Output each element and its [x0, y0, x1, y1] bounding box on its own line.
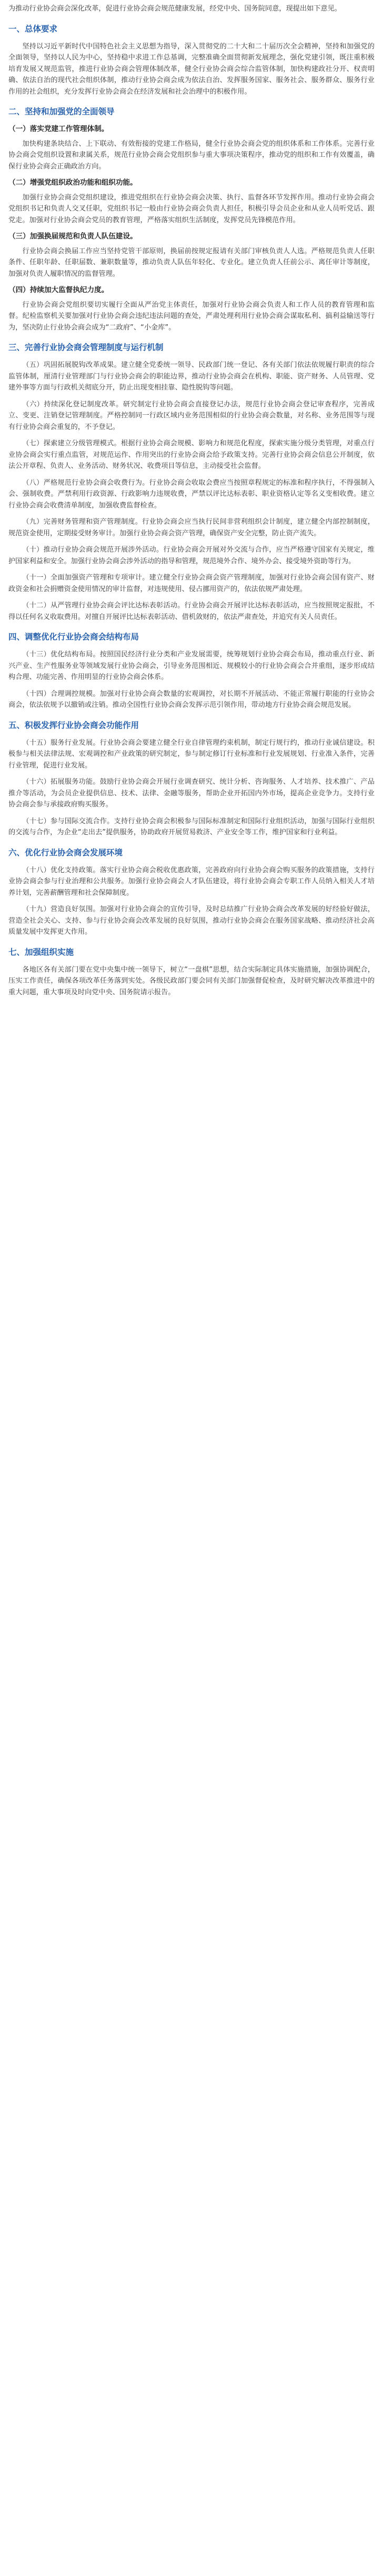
- paragraph: （十七）参与国际交流合作。支持行业协会商会积极参与国际标准制定和国际行业组织活动，加强与国际行业组织的交流与合作，为企业“走出去”提供服务，协助政府开展贸易救济、产业安全等工作，维护国家和行业利益。: [8, 817, 375, 836]
- paragraph: 坚持以习近平新时代中国特色社会主义思想为指导，深入贯彻党的二十大和二十届历次全会精神，坚持和加强党的全面领导，坚持以人民为中心，坚持稳中求进工作总基调，完整准确全面贯彻新发展理念，强化党建引领，既注重积极培育发展又规范监管，推进行业协会商会管理体制改革，健全行业协会商会综合监管体制，加快构建政社分开、权责明确、依法自治的现代社会组织体制，推动行业协会商会成为依法自治、发挥服务国家、服务社会、服务群众、服务行业作用的社会组织，充分发挥行业协会商会在经济发展和社会治理中的积极作用。: [8, 42, 375, 96]
- paragraph: 行业协会商会换届工作应当坚持党管干部原则，换届前按规定报请有关部门审核负责人人选。严格规范负责人任职条件、任职年龄、任职届数、兼职数量等，推动负责人队伍年轻化、专业化。建立负责人任前公示、离任审计等制度，加强对负责人履职情况的监督管理。: [8, 247, 375, 278]
- paragraph: （十二）从严管理行业协会商会评比达标表彰活动。行业协会商会开展评比达标表彰活动，应当按照规定报批，不得以任何名义收取费用。对擅自开展评比达标表彰活动、借机敛财的，依法严肃查处，并追究有关人员责任。: [8, 602, 375, 621]
- paragraph: （十四）合理调控规模。加强对行业协会商会数量的宏观调控，对长期不开展活动、不能正常履行职能的行业协会商会，依法依规予以撤销或注销。推动全国性行业协会商会发挥示范引领作用，带动地方行业协会商会规范发展。: [8, 690, 375, 709]
- section-title-7: 七、加强组织实施: [8, 947, 74, 957]
- paragraph: 行业协会商会党组织要切实履行全面从严治党主体责任，加强对行业协会商会负责人和工作人员的教育管理和监督。纪检监察机关要加强对行业协会商会违纪违法问题的查处，严肃处理利用行业协会商会谋取私利、搞利益输送等行为，坚决防止行业协会商会成为“二政府”、“小金库”。: [8, 301, 375, 332]
- subheading: （三）加强换届规范和负责人队伍建设。: [8, 232, 137, 241]
- paragraph: （十六）拓展服务功能。鼓励行业协会商会开展行业调查研究、统计分析、咨询服务、人才培养、技术推广、产品推介等活动，为会员企业提供信息、技术、法律、金融等服务，帮助企业开拓国内外市场，提高企业竞争力。支持行业协会商会参与承接政府购买服务。: [8, 778, 375, 808]
- paragraph: （十九）营造良好氛围。加强对行业协会商会的宣传引导，及时总结推广行业协会商会改革发展的好经验好做法，营造全社会关心、支持、参与行业协会商会改革发展的良好氛围，推动行业协会商会在服务国家战略、推动经济社会高质量发展中发挥更大作用。: [8, 905, 375, 936]
- paragraph: 加强行业协会商会党组织建设，推进党组织在行业协会商会决策、执行、监督各环节发挥作用。推动行业协会商会党组织书记和负责人交叉任职，党组织书记一般由行业协会商会负责人担任，积极引导会员企业和从业人员听党话、跟党走。加强对行业协会商会党员的教育管理，严格落实组织生活制度，发挥党员先锋模范作用。: [8, 193, 375, 224]
- paragraph: （十八）优化支持政策。落实行业协会商会税收优惠政策，完善政府向行业协会商会购买服务的政策措施，支持行业协会商会参与行业治理和公共服务。加强行业协会商会人才队伍建设，将行业协会商会专职工作人员纳入相关人才培养计划，完善薪酬管理和社会保障制度。: [8, 866, 375, 897]
- paragraph: （五）巩固拓展脱钩改革成果。建立健全党委统一领导、民政部门统一登记、各有关部门依法依规履行职责的综合监管体制，厘清行业管理部门与行业协会商会的职能边界，推动行业协会商会在机构、职能、资产财务、人员管理、党建外事等方面与行政机关彻底分开，防止出现变相挂靠、隐性脱钩等问题。: [8, 361, 375, 392]
- paragraph: 加快构建条块结合、上下联动、有效衔接的党建工作格局，健全行业协会商会党的组织体系和工作体系。完善行业协会商会党组织设置和隶属关系，规范行业协会商会党组织参与重大事项决策程序，推动党的组织和工作有效覆盖，确保行业协会商会正确政治方向。: [8, 139, 375, 171]
- paragraph: （十五）服务行业发展。行业协会商会要建立健全行业自律管理约束机制，制定行规行约，推动行业诚信建设。积极参与相关法律法规、宏观调控和产业政策的研究制定，参与制定修订行业标准和行业发展规划、行业准入条件，完善行业管理，促进行业发展。: [8, 738, 375, 770]
- paragraph: （十）推动行业协会商会规范开展涉外活动。行业协会商会开展对外交流与合作，应当严格遵守国家有关规定，维护国家利益和安全。加强行业协会商会涉外活动的指导和管理，规范境外合作、境外办会、接受境外资助等行为。: [8, 546, 375, 565]
- intro-paragraph: 为推动行业协会商会深化改革，促进行业协会商会规范健康发展，经党中央、国务院同意，现提出如下意见。: [8, 5, 341, 13]
- paragraph: （十三）优化结构布局。按照国民经济行业分类和产业发展需要，统筹规划行业协会商会布局，推动重点行业、新兴产业、生产性服务业等领域发展行业协会商会，引导业务范围相近、规模较小的行业协会商会合并重组，逐步形成结构合理、功能完善、作用明显的行业协会商会体系。: [8, 651, 375, 681]
- section-title-4: 四、调整优化行业协会商会结构布局: [8, 632, 139, 642]
- subheading: （一）落实党建工作管理体制。: [8, 125, 109, 133]
- section-title-5: 五、积极发挥行业协会商会功能作用: [8, 720, 139, 730]
- paragraph: （八）严格规范行业协会商会收费行为。行业协会商会收取会费应当按照章程规定的标准和程序执行，不得强制入会、强制收费。严禁利用行政资源、行政影响力违规收费，严禁以评比达标表彰、职业资格认定等名义变相收费。建立行业协会商会收费清单制度，加强收费监督检查。: [8, 478, 375, 510]
- section-title-2: 二、坚持和加强党的全面领导: [8, 107, 115, 116]
- section-title-3: 三、完善行业协会商会管理制度与运行机制: [8, 343, 164, 352]
- paragraph: （九）完善财务管理和资产管理制度。行业协会商会应当执行民间非营利组织会计制度，建立健全内部控制制度，规范资金使用，定期接受财务审计。加强行业协会商会资产管理，确保资产安全完整，防止资产流失。: [8, 518, 375, 537]
- paragraph: （十一）全面加强资产管理和专项审计。建立健全行业协会商会资产管理制度，加强对行业协会商会国有资产、财政资金和社会捐赠资金使用情况的审计监督，对违规使用、侵占挪用资产的，依法依规严肃处理。: [8, 574, 375, 593]
- subheading: （二）增强党组织政治功能和组织功能。: [8, 178, 137, 187]
- section-title-6: 六、优化行业协会商会发展环境: [8, 847, 123, 857]
- document-body: [0, 0, 383, 1010]
- paragraph: （七）探索建立分级管理模式。根据行业协会商会规模、影响力和规范化程度，探索实施分级分类管理，对重点行业协会商会实行重点监管，对规范运作、作用突出的行业协会商会给予政策支持。完善行业协会商会信息公开制度，依法公开章程、负责人、业务活动、财务状况、收费项目等信息，主动接受社会监督。: [8, 440, 375, 470]
- paragraph: （六）持续深化登记制度改革。研究制定行业协会商会直接登记办法，规范行业协会商会登记审查程序，完善成立、变更、注销登记管理制度。严格控制同一行政区域内业务范围相似的行业协会商会数量，对名称、业务范围等与现有行业协会商会重复的，不予登记。: [8, 400, 375, 431]
- section-title-1: 一、总体要求: [8, 24, 58, 34]
- paragraph: 各地区各有关部门要在党中央集中统一领导下，树立“一盘棋”思想，结合实际制定具体实施措施，加强协调配合，压实工作责任，确保各项改革任务落到实处。各级民政部门要会同有关部门加强督促检查，及时研究解决改革推进中的重大问题，重大事项及时向党中央、国务院请示报告。: [8, 965, 375, 996]
- subheading: （四）持续加大监督执纪力度。: [8, 286, 109, 294]
